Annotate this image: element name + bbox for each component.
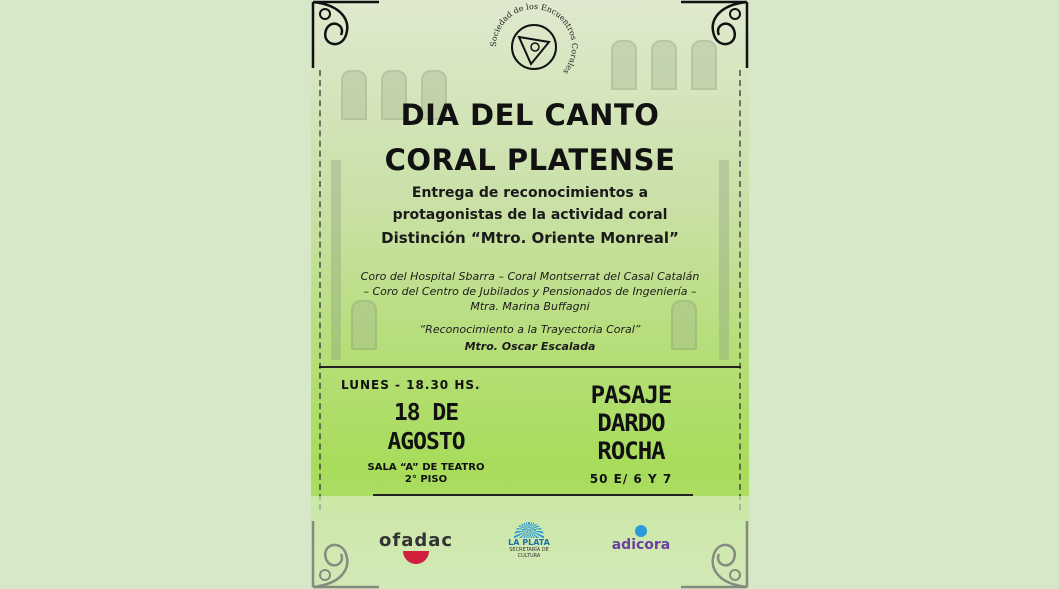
title-line-1: DIA DEL CANTO (400, 98, 660, 132)
subtitle-line-3: Distinción “Mtro. Oriente Monreal” (381, 229, 679, 247)
venue-line-2: DARDO (597, 409, 665, 437)
honorees-line-5: Mtro. Oscar Escalada (464, 340, 596, 353)
divider (319, 366, 741, 368)
honorees-line-3: Mtra. Marina Buffagni (470, 300, 590, 313)
ornament-corner-icon (311, 0, 381, 70)
ornament-corner-icon (679, 0, 749, 70)
adicora-wordmark: adicora (611, 537, 671, 553)
venue-line-1: PASAJE (590, 381, 672, 409)
subtitle-line-2: protagonistas de la actividad coral (392, 207, 668, 223)
ofadac-logo (379, 530, 453, 564)
venue-address: 50 E/ 6 Y 7 (589, 472, 673, 486)
venue-line-3: ROCHA (597, 437, 665, 465)
title-line-2: CORAL PLATENSE (384, 143, 676, 177)
adicora-logo (611, 525, 671, 553)
event-poster (311, 0, 749, 589)
la-plata-name: LA PLATA (508, 538, 550, 547)
sun-rays-icon (514, 522, 544, 538)
smile-icon (403, 551, 429, 564)
honorees-line-2: – Coro del Centro de Jubilados y Pensionados de Ingeniería – (363, 285, 697, 298)
window-shape (651, 40, 677, 90)
la-plata-logo (507, 522, 551, 559)
honorees-line-4: “Reconocimiento a la Trayectoria Coral” (419, 323, 641, 336)
la-plata-subtitle: SECRETARÍA DE CULTURA (509, 547, 549, 559)
svg-text:Sociedad de los Encuentros Cor: Sociedad de los Encuentros Corales (489, 2, 579, 77)
event-time: LUNES - 18.30 HS. (341, 378, 481, 392)
event-date-line-1: 18 DE (393, 400, 459, 426)
figure-icon (635, 525, 647, 537)
event-date-line-2: AGOSTO (387, 429, 465, 455)
ofadac-wordmark: ofadac (379, 530, 454, 551)
society-logo (489, 2, 579, 92)
honorees-line-1: Coro del Hospital Sbarra – Coral Montserrat del Casal Catalán (360, 270, 700, 283)
event-room-line-2: 2° PISO (404, 474, 448, 485)
window-shape (611, 40, 637, 90)
subtitle-line-1: Entrega de reconocimientos a (411, 185, 649, 201)
event-room-line-1: SALA “A” DE TEATRO (367, 462, 485, 473)
